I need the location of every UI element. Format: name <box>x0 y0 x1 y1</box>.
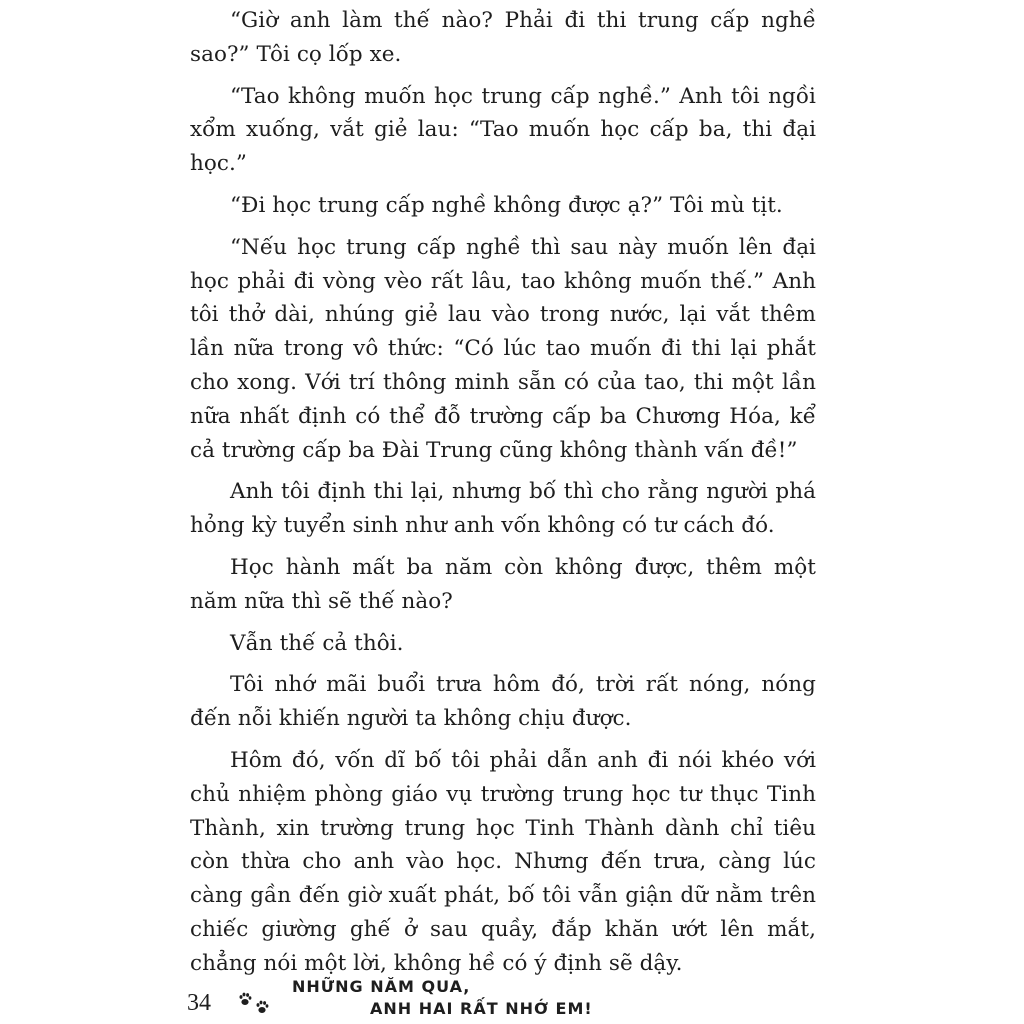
paragraph: “Đi học trung cấp nghề không được ạ?” Tôi mù tịt. <box>230 192 783 218</box>
paragraph: Học hành mất ba năm còn không được, thêm một năm nữa thì sẽ thế nào? <box>190 554 816 614</box>
paragraph: Vẫn thế cả thôi. <box>230 630 404 656</box>
paragraph: “Tao không muốn học trung cấp nghề.” Anh tôi ngồi xổm xuống, vắt giẻ lau: “Tao muốn học cấp ba, thi đại học.” <box>190 83 816 177</box>
paragraph: Anh tôi định thi lại, nhưng bố thì cho rằng người phá hỏng kỳ tuyển sinh như anh vốn không có tư cách đó. <box>190 479 816 539</box>
paragraph: “Nếu học trung cấp nghề thì sau này muốn lên đại học phải đi vòng vèo rất lâu, tao không muốn thế.” Anh tôi thở dài, nhúng giẻ lau vào trong nước, lại vắt thêm lần nữa trong vô thức: “Có lúc tao muốn đi thi lại phắt cho xong. Với trí thông minh sẵn có của tao, thi một lần nữa nhất định có thể đỗ trường cấp ba Chương Hóa, kể cả trường cấp ba Đài Trung cũng không thành vấn đề!” <box>190 234 816 463</box>
paragraph: Hôm đó, vốn dĩ bố tôi phải dẫn anh đi nói khéo với chủ nhiệm phòng giáo vụ trường trung học tư thục Tinh Thành, xin trường trung học Tinh Thành dành chỉ tiêu còn thừa cho anh vào học. Nhưng đến trưa, càng lúc càng gần đến giờ xuất phát, bố tôi vẫn giận dữ nằm trên chiếc giường ghế ở sau quầy, đắp khăn ướt lên mắt, chẳng nói một lời, không hề có ý định sẽ dậy. <box>190 747 816 976</box>
body-text <box>190 4 816 989</box>
paragraph: “Giờ anh làm thế nào? Phải đi thi trung cấp nghề sao?” Tôi cọ lốp xe. <box>190 8 816 67</box>
page-number: 34 <box>187 990 211 1016</box>
book-title-line-1: NHỮNG NĂM QUA, <box>292 977 471 996</box>
book-title-line-2: ANH HAI RẤT NHỚ EM! <box>370 999 593 1018</box>
paragraph: Tôi nhớ mãi buổi trưa hôm đó, trời rất nóng, nóng đến nỗi khiến người ta không chịu được. <box>190 672 816 732</box>
paw-prints-icon <box>238 989 272 1019</box>
